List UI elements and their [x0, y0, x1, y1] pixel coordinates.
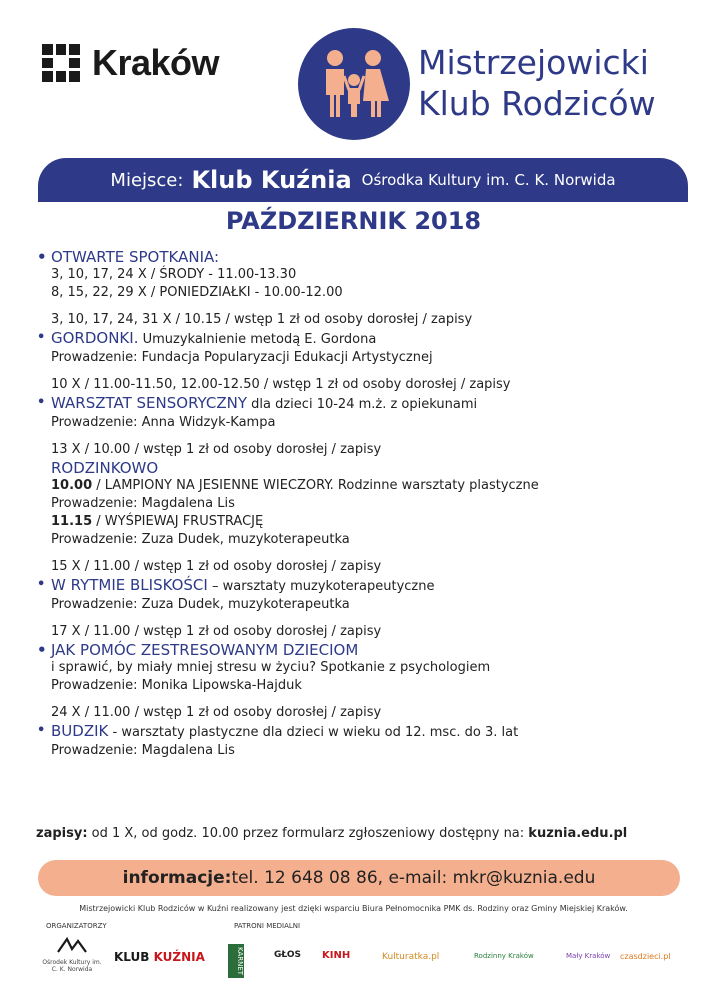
event-gordonki-lead: Prowadzenie: Fundacja Popularyzacji Edukacji Artystycznej [51, 350, 433, 365]
krakow-mark-icon [42, 44, 80, 82]
sponsor-czasdzieci: czasdzieci.pl [620, 952, 671, 961]
event-rytm-lead: Prowadzenie: Zuza Dudek, muzykoterapeutka [51, 597, 350, 612]
krakow-wordmark: Kraków [92, 42, 220, 83]
sponsor-karnet: KARNET [228, 944, 244, 978]
family-logo-icon [298, 28, 410, 140]
place-rest: Ośrodka Kultury im. C. K. Norwida [361, 171, 616, 189]
funding-note: Mistrzejowicki Klub Rodziców w Kuźni realizowany jest dzięki wsparciu Biura Pełnomocnika PMK ds. Rodziny oraz Gminy Miejskiej Kraków. [79, 904, 628, 913]
event-gordonki-dates: 3, 10, 17, 24, 31 X / 10.15 / wstęp 1 zł od osoby dorosłej / zapisy [51, 312, 473, 327]
event-stres-lead: Prowadzenie: Monika Lipowska-Hajduk [51, 678, 302, 693]
norwid-logo [42, 935, 102, 973]
program-list [36, 248, 686, 760]
signup-text: od 1 X, od godz. 10.00 przez formularz zgłoszeniowy dostępny na: [87, 826, 529, 841]
club-title-line1: Mistrzejowicki [418, 43, 649, 82]
krakow-logo [42, 42, 219, 84]
event-rodzinkowo-session1: 10.00 / LAMPIONY NA JESIENNE WIECZORY. Rodzinne warsztaty plastyczne [51, 478, 539, 493]
event-stres-title: • JAK POMÓC ZESTRESOWANYM DZIECIOM [36, 641, 686, 659]
info-bar [38, 860, 680, 896]
event-sensory-dates: 10 X / 11.00-11.50, 12.00-12.50 / wstęp 1 zł od osoby dorosłej / zapisy [51, 377, 511, 392]
patrons-label: PATRONI MEDIALNI [234, 922, 301, 930]
place-label: Miejsce: [110, 169, 184, 191]
event-rytm-dates: 15 X / 11.00 / wstęp 1 zł od osoby dorosłej / zapisy [51, 559, 382, 574]
event-sensory-lead: Prowadzenie: Anna Widzyk-Kampa [51, 415, 276, 430]
event-rodzinkowo-dates: 13 X / 10.00 / wstęp 1 zł od osoby dorosłej / zapisy [51, 442, 382, 457]
event-sensory-title: • WARSZTAT SENSORYCZNY dla dzieci 10-24 m.ż. z opiekunami [36, 394, 686, 414]
event-stres-dates: 17 X / 11.00 / wstęp 1 zł od osoby dorosłej / zapisy [51, 624, 382, 639]
event-budzik-dates: 24 X / 11.00 / wstęp 1 zł od osoby dorosłej / zapisy [51, 705, 382, 720]
event-gordonki-title: • GORDONKI. Umuzykalnienie metodą E. Gordona [36, 329, 686, 349]
event-rodzinkowo-session2: 11.15 / WYŚPIEWAJ FRUSTRACJĘ [51, 514, 264, 529]
event-rodzinkowo-session1-lead: Prowadzenie: Magdalena Lis [51, 496, 235, 511]
sponsor-kinh: KINH [322, 950, 351, 961]
club-title [418, 42, 656, 124]
klub-kuznia-logo: KLUB KUŹNIA [114, 950, 205, 964]
event-open-title: • OTWARTE SPOTKANIA: [36, 248, 686, 266]
event-budzik-title: • BUDZIK - warsztaty plastyczne dla dzieci w wieku od 12. msc. do 3. lat [36, 722, 686, 742]
event-rodzinkowo-title: RODZINKOWO [51, 459, 159, 477]
sponsor-glos: GŁOS [274, 950, 301, 960]
signup-label: zapisy: [36, 826, 88, 841]
organizers-label: ORGANIZATORZY [46, 922, 107, 930]
sponsor-rodzinny-krakow: Rodzinny Kraków [474, 952, 534, 960]
event-open-line2: 8, 15, 22, 29 X / PONIEDZIAŁKI - 10.00-12.00 [51, 285, 343, 300]
sponsor-maly-krakow: Mały Kraków [566, 952, 611, 960]
month-heading: PAŹDZIERNIK 2018 [225, 207, 482, 235]
event-stres-desc: i sprawić, by miały mniej stresu w życiu? Spotkanie z psychologiem [51, 660, 491, 675]
club-title-line2: Klub Rodziców [418, 84, 656, 123]
place-banner [38, 158, 688, 202]
signup-link[interactable]: kuznia.edu.pl [528, 826, 628, 841]
event-open-line1: 3, 10, 17, 24 X / ŚRODY - 11.00-13.30 [51, 267, 297, 282]
sponsor-kulturatka: Kulturatka.pl [382, 952, 440, 962]
info-label: informacje: [122, 868, 232, 888]
event-rytm-title: • W RYTMIE BLISKOŚCI – warsztaty muzykoterapeutyczne [36, 576, 686, 596]
norwid-name: Ośrodek Kultury im. C. K. Norwida [42, 959, 102, 973]
event-budzik-lead: Prowadzenie: Magdalena Lis [51, 743, 235, 758]
signup-note [36, 826, 627, 841]
info-contact: tel. 12 648 08 86, e-mail: mkr@kuznia.edu [231, 868, 596, 888]
place-name: Klub Kuźnia [191, 166, 352, 194]
norwid-mark-icon [55, 935, 89, 955]
event-rodzinkowo-session2-lead: Prowadzenie: Zuza Dudek, muzykoterapeutka [51, 532, 350, 547]
